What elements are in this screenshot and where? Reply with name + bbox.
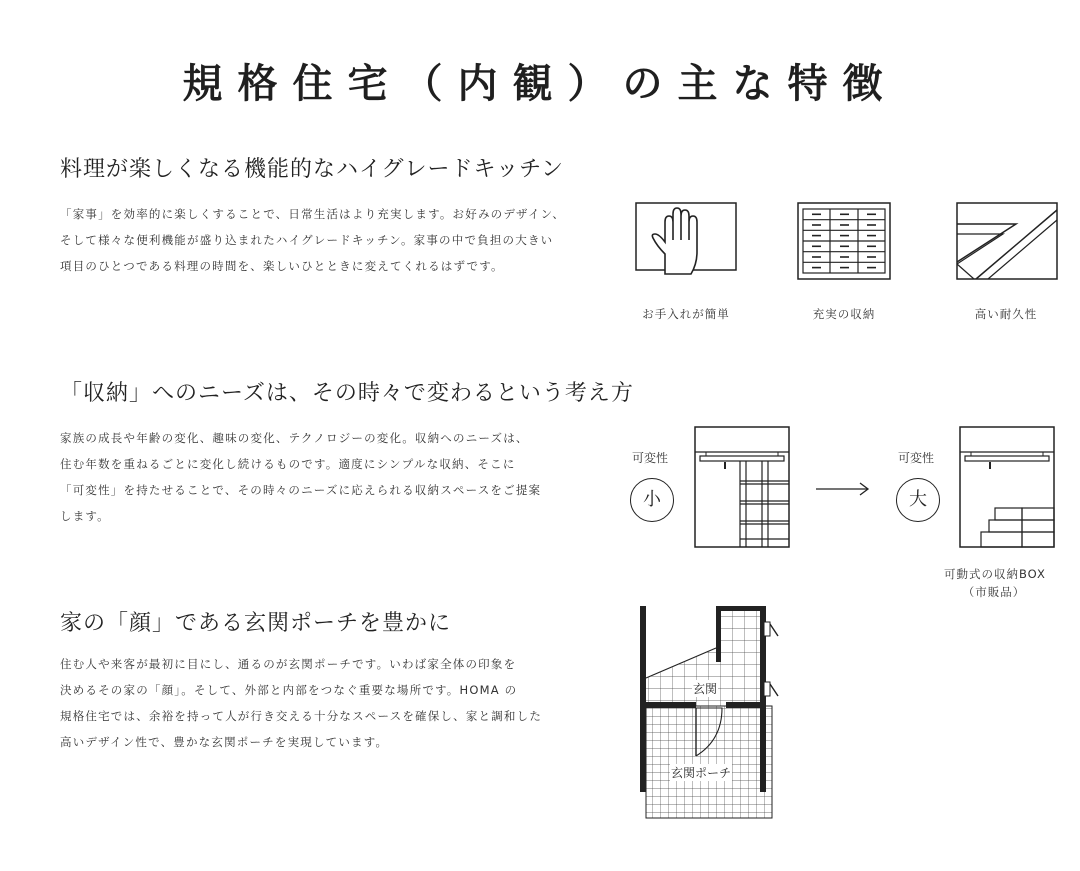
- section-body-kitchen: [60, 201, 580, 279]
- variability-label-right: 可変性: [898, 451, 935, 465]
- body-line: 項目のひとつである料理の時間を、楽しいひとときに変えてくれるはずです。: [60, 259, 504, 273]
- variability-label-left: 可変性: [632, 451, 669, 465]
- hand-icon: [635, 202, 737, 278]
- entrance-label: 玄関: [693, 682, 718, 696]
- section-heading-porch: 家の「顔」である玄関ポーチを豊かに: [60, 611, 452, 636]
- arrow-right-icon: [816, 482, 870, 496]
- size-small-circle: 小: [630, 478, 674, 522]
- closet-large-diagram: [959, 426, 1055, 548]
- body-line: 高いデザイン性で、豊かな玄関ポーチを実現しています。: [60, 735, 389, 749]
- porch-label: 玄関ポーチ: [671, 766, 732, 780]
- entrance-floor-plan: [636, 604, 786, 820]
- section-body-porch: [60, 651, 580, 755]
- body-line: 決めるその家の「顔」。そして、外部と内部をつなぐ重要な場所です。HOMA の: [60, 683, 518, 697]
- body-line: 「家事」を効率的に楽しくすることで、日常生活はより充実します。お好みのデザイン、: [60, 207, 566, 221]
- closet-small-diagram: [694, 426, 790, 548]
- body-line: 家族の成長や年齢の変化、趣味の変化、テクノロジーの変化。収納へのニーズは、: [60, 431, 529, 445]
- storage-box-caption: 可動式の収納BOX: [944, 567, 1046, 581]
- drawer-grid-icon: [797, 202, 891, 280]
- corner-frame-icon: [956, 202, 1058, 280]
- body-line: そして様々な便利機能が盛り込まれたハイグレードキッチン。家事の中で負担の大きい: [60, 233, 554, 247]
- caption-easy-care: お手入れが簡単: [642, 307, 730, 321]
- page-title: 規格住宅（内観）の主な特徴: [182, 61, 898, 107]
- body-line: 「可変性」を持たせることで、その時々のニーズに応えられる収納スペースをご提案: [60, 483, 542, 497]
- caption-durability: 高い耐久性: [974, 307, 1038, 321]
- storage-box-caption-sub: （市販品）: [962, 585, 1026, 599]
- section-body-storage: [60, 425, 580, 529]
- size-large-circle: 大: [896, 478, 940, 522]
- section-heading-storage: 「収納」へのニーズは、その時々で変わるという考え方: [60, 381, 634, 406]
- section-heading-kitchen: 料理が楽しくなる機能的なハイグレードキッチン: [60, 157, 565, 182]
- body-line: 住む人や来客が最初に目にし、通るのが玄関ポーチです。いわば家全体の印象を: [60, 657, 517, 671]
- body-line: します。: [60, 509, 110, 523]
- body-line: 住む年数を重ねるごとに変化し続けるものです。適度にシンプルな収納、そこに: [60, 457, 516, 471]
- body-line: 規格住宅では、余裕を持って人が行き交える十分なスペースを確保し、家と調和した: [60, 709, 543, 723]
- caption-storage: 充実の収納: [812, 307, 876, 321]
